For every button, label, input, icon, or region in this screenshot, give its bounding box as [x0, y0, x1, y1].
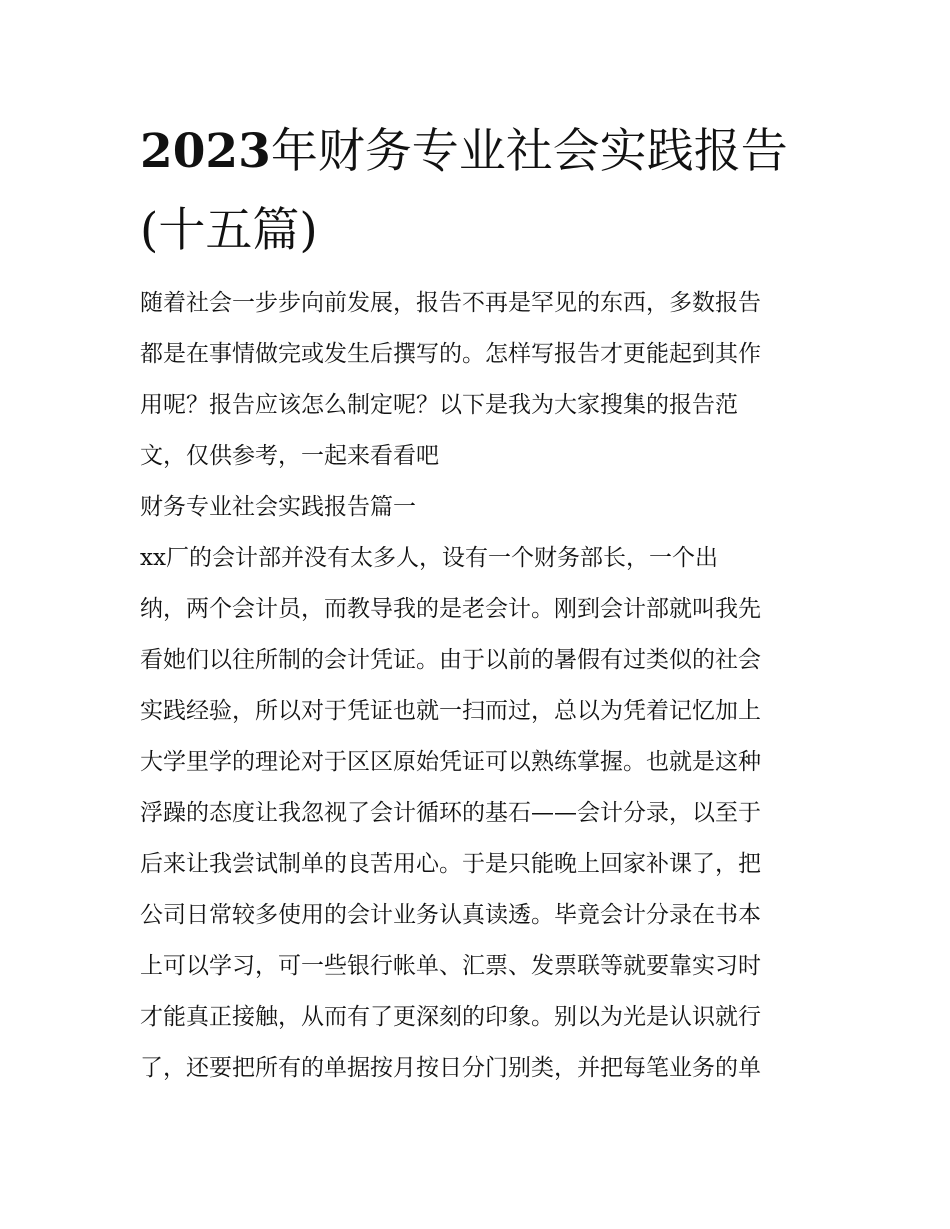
- body-line: 公司日常较多使用的会计业务认真读透。毕竟会计分录在书本: [140, 902, 761, 928]
- intro-line: 随着社会一步步向前发展，报告不再是罕见的东西，多数报告: [140, 290, 761, 316]
- body-line: 看她们以往所制的会计凭证。由于以前的暑假有过类似的社会: [140, 647, 761, 673]
- body-line: 才能真正接触，从而有了更深刻的印象。别以为光是认识就行: [140, 1004, 761, 1030]
- intro-line: 用呢？报告应该怎么制定呢？以下是我为大家搜集的报告范: [140, 392, 738, 418]
- body-line: xx厂的会计部并没有太多人，设有一个财务部长，一个出: [140, 545, 718, 571]
- document-body: [140, 278, 820, 1094]
- title-line-2: (十五篇): [140, 203, 318, 258]
- body-line: 纳，两个会计员，而教导我的是老会计。刚到会计部就叫我先: [140, 596, 761, 622]
- body-line: 了，还要把所有的单据按月按日分门别类，并把每笔业务的单: [140, 1055, 761, 1081]
- body-line: 后来让我尝试制单的良苦用心。于是只能晚上回家补课了，把: [140, 851, 761, 877]
- body-line: 上可以学习，可一些银行帐单、汇票、发票联等就要靠实习时: [140, 953, 761, 979]
- body-line: 实践经验，所以对于凭证也就一扫而过，总以为凭着记忆加上: [140, 698, 761, 724]
- body-line: 大学里学的理论对于区区原始凭证可以熟练掌握。也就是这种: [140, 749, 761, 775]
- title-text: 年财务专业社会实践报告: [270, 124, 788, 179]
- document-title: [140, 112, 820, 270]
- body-line: 浮躁的态度让我忽视了会计循环的基石——会计分录，以至于: [140, 800, 761, 826]
- title-line-1: [140, 112, 820, 191]
- section-heading: 财务专业社会实践报告篇一: [140, 494, 416, 520]
- title-year: 2023: [140, 124, 271, 179]
- intro-line: 文，仅供参考，一起来看看吧: [140, 443, 439, 469]
- intro-line: 都是在事情做完或发生后撰写的。怎样写报告才更能起到其作: [140, 341, 761, 367]
